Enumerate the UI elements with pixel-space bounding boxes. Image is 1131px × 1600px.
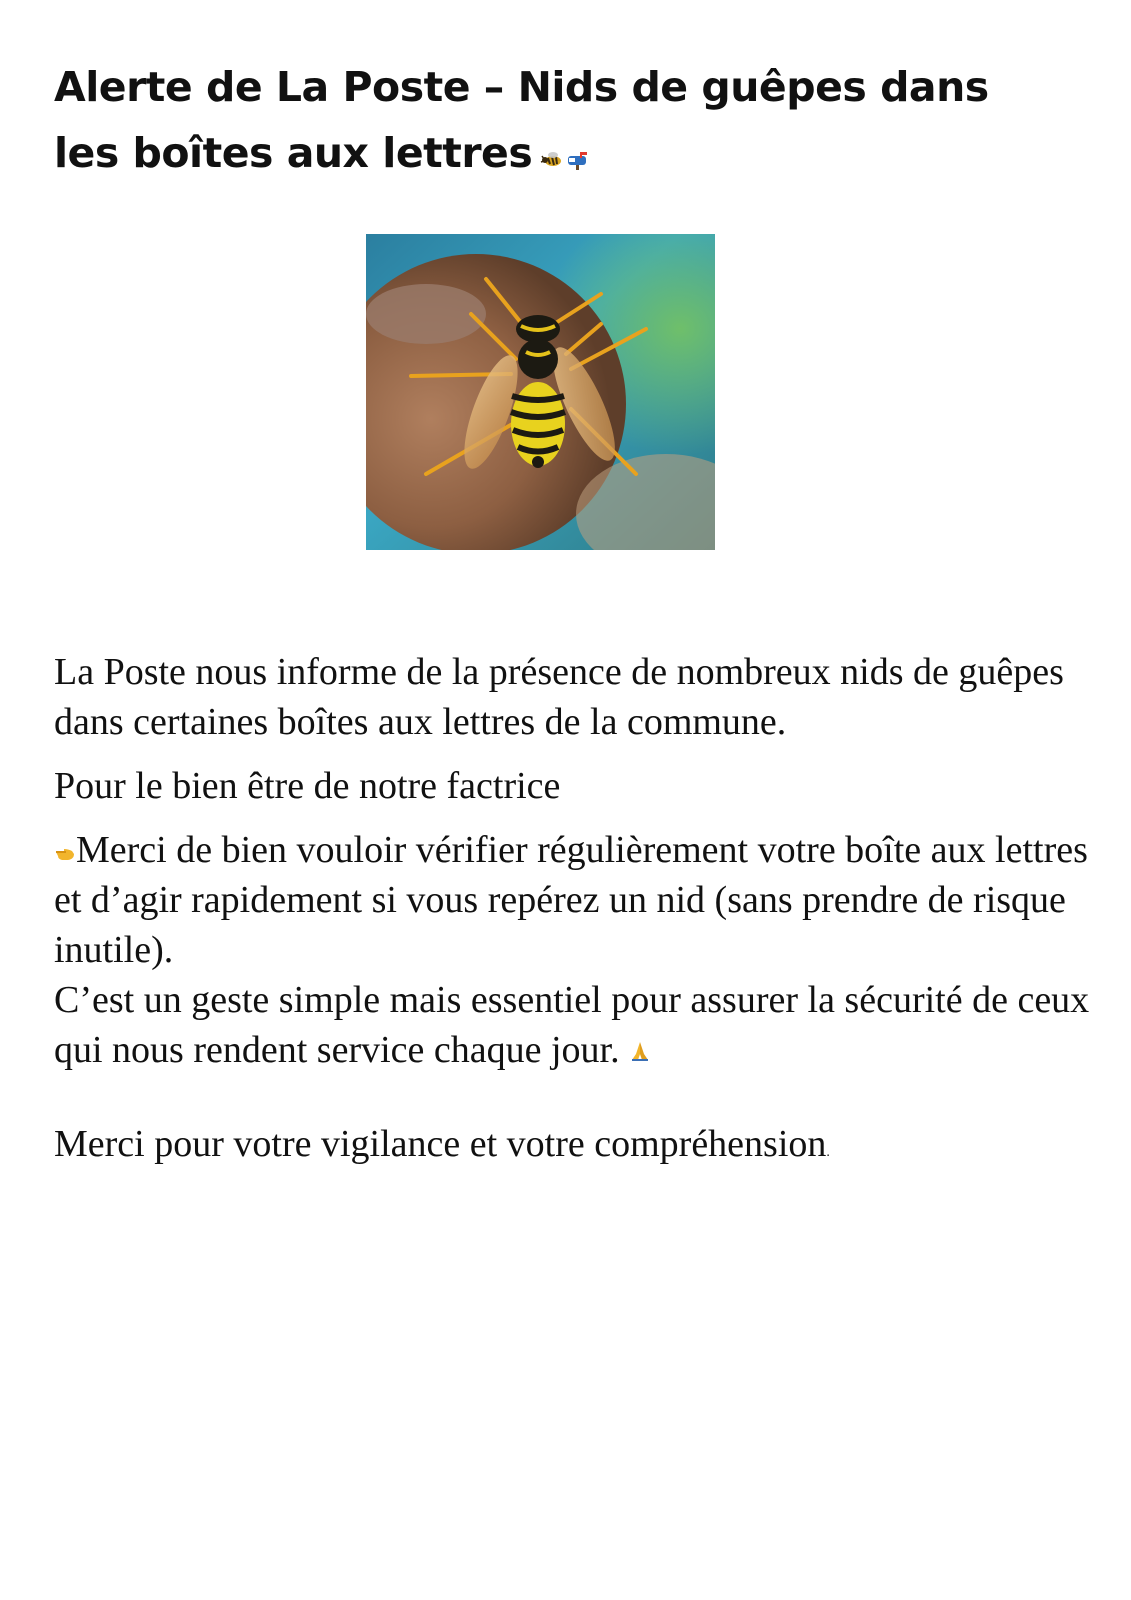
pointing-hand-icon	[54, 825, 76, 875]
gesture-text: C’est un geste simple mais essentiel pour assurer la sécurité de ceux qui nous rendent service chaque jour.	[54, 979, 1090, 1071]
request-paragraph	[54, 825, 1114, 975]
intro-paragraph: La Poste nous informe de la présence de nombreux nids de guêpes dans certaines boîtes aux lettres de la commune.	[54, 651, 1064, 743]
title-text: Alerte de La Poste – Nids de guêpes dans les boîtes aux lettres	[54, 63, 989, 177]
request-text: Merci de bien vouloir vérifier régulièrement votre boîte aux lettres et d’agir rapidement si vous repérez un nid (sans prendre de risque inutile).	[54, 829, 1088, 971]
mailbox-icon	[564, 150, 590, 170]
document-title	[54, 54, 1054, 189]
wasp-icon	[540, 150, 564, 170]
title-emoji-group	[540, 123, 590, 189]
thanks-text: Merci pour votre vigilance et votre compréhension	[54, 1123, 827, 1165]
gesture-paragraph	[54, 975, 1114, 1075]
praying-hands-icon	[629, 1025, 651, 1075]
factrice-paragraph: Pour le bien être de notre factrice	[54, 765, 561, 807]
body-text	[54, 647, 1114, 1178]
wasp-photo	[366, 234, 715, 550]
thanks-period: .	[826, 1145, 830, 1160]
thanks-paragraph	[54, 1119, 1114, 1178]
